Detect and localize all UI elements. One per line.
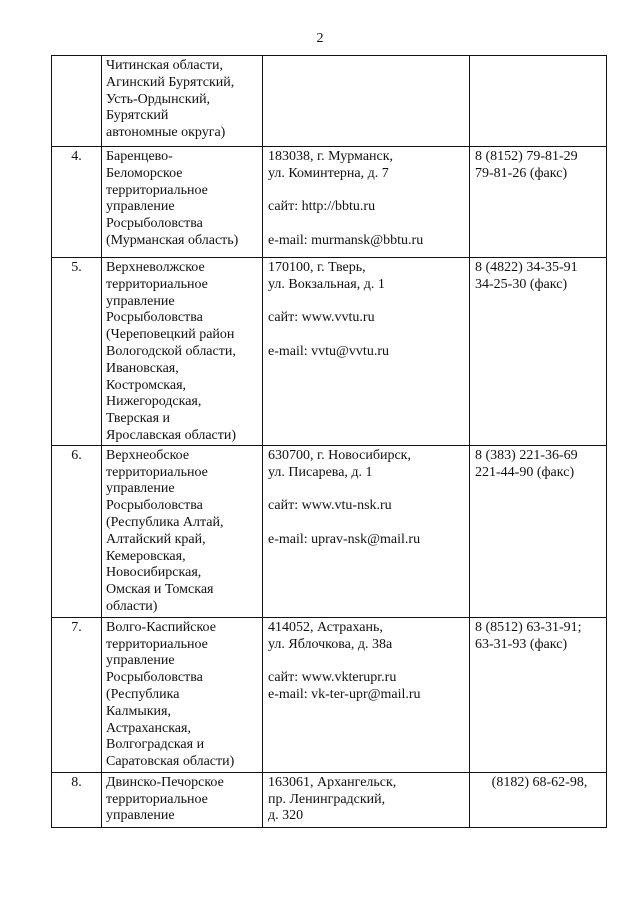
website-link[interactable]: сайт: www.vkterupr.ru <box>268 670 397 686</box>
address-cell <box>263 258 470 446</box>
name-line: Баренцево- <box>106 149 173 164</box>
website-link[interactable]: сайт: www.vtu-nsk.ru <box>268 498 392 514</box>
name-line: территориальное <box>106 182 208 198</box>
name-line: Ярославская области) <box>106 427 237 443</box>
phone-line: 8 (8512) 63-31-91; <box>475 619 582 635</box>
name-line: Ивановская, <box>106 360 179 376</box>
phone-cell <box>470 445 607 617</box>
name-line: Усть-Ордынский, <box>106 91 211 107</box>
address-line: пр. Ленинградский, <box>268 791 386 807</box>
organization-name <box>102 147 263 258</box>
name-line: территориальное <box>106 464 208 480</box>
name-line: (Мурманская область) <box>106 232 239 248</box>
name-line: Агинский Бурятский, <box>106 74 235 90</box>
name-line: территориальное <box>106 636 208 652</box>
phone-line: (8182) 68-62-98, <box>491 774 588 790</box>
address-line: 414052, Астрахань, <box>268 619 383 635</box>
name-line: Костромская, <box>106 377 187 393</box>
name-line: (Республика <box>106 686 180 702</box>
row-number: 4. <box>52 147 102 258</box>
name-line: Новосибирская, <box>106 565 202 581</box>
table-row <box>52 258 607 446</box>
address-line: 170100, г. Тверь, <box>268 260 366 275</box>
address-line: ул. Яблочкова, д. 38а <box>268 636 393 652</box>
address-line: 183038, г. Мурманск, <box>268 149 394 164</box>
organization-name <box>102 56 263 147</box>
organization-name <box>102 772 263 827</box>
fax-line: 79-81-26 (факс) <box>475 165 568 181</box>
name-line: Калмыкия, <box>106 703 171 719</box>
fax-line: 34-25-30 (факс) <box>475 276 568 292</box>
email-link[interactable]: e-mail: uprav-nsk@mail.ru <box>268 531 421 547</box>
name-line: Росрыболовства <box>106 498 203 514</box>
website-link[interactable]: сайт: http://bbtu.ru <box>268 199 376 215</box>
email-link[interactable]: e-mail: vk-ter-upr@mail.ru <box>268 686 421 702</box>
address-line: д. 320 <box>268 808 304 824</box>
phone-cell <box>470 617 607 772</box>
table-row <box>52 56 607 147</box>
address-line: ул. Вокзальная, д. 1 <box>268 276 385 292</box>
address-cell <box>263 617 470 772</box>
name-line: Астраханская, <box>106 720 191 736</box>
address-line: ул. Писарева, д. 1 <box>268 464 373 480</box>
name-line: области) <box>106 598 158 614</box>
phone-cell <box>470 772 607 827</box>
organization-name <box>102 258 263 446</box>
phone-line: 8 (8152) 79-81-29 <box>475 149 578 164</box>
address-cell <box>263 772 470 827</box>
row-number: 5. <box>52 258 102 446</box>
name-line: Тверская и <box>106 411 171 427</box>
name-line: территориальное <box>106 791 208 807</box>
name-line: управление <box>106 481 175 497</box>
page-number: 2 <box>316 31 324 46</box>
name-line: Росрыболовства <box>106 216 203 232</box>
address-line: 630700, г. Новосибирск, <box>268 447 411 463</box>
email-link[interactable]: e-mail: vvtu@vvtu.ru <box>268 343 389 359</box>
organization-name <box>102 445 263 617</box>
name-line: (Республика Алтай, <box>106 514 224 530</box>
name-line: Омская и Томская <box>106 582 214 598</box>
table-row <box>52 445 607 617</box>
address-cell <box>263 445 470 617</box>
name-line: управление <box>106 653 175 669</box>
name-line: Волго-Каспийское <box>106 619 216 635</box>
address-line: ул. Коминтерна, д. 7 <box>268 165 389 181</box>
phone-cell <box>470 56 607 147</box>
name-line: Верхнеобское <box>106 447 190 463</box>
row-number: 7. <box>52 617 102 772</box>
address-line: 163061, Архангельск, <box>268 774 397 790</box>
phone-line: 8 (4822) 34-35-91 <box>475 260 578 275</box>
name-line: Росрыболовства <box>106 670 203 686</box>
organization-name <box>102 617 263 772</box>
phone-cell <box>470 258 607 446</box>
table-row <box>52 772 607 827</box>
name-line: Волгоградская и <box>106 737 205 753</box>
phone-line: 8 (383) 221-36-69 <box>475 447 578 463</box>
name-line: Росрыболовства <box>106 310 203 326</box>
row-number: 8. <box>52 772 102 827</box>
name-line: Кемеровская, <box>106 548 186 564</box>
name-line: Двинско-Печорское <box>106 774 224 790</box>
contacts-table <box>51 55 607 828</box>
address-cell <box>263 56 470 147</box>
email-link[interactable]: e-mail: murmansk@bbtu.ru <box>268 232 424 248</box>
row-number <box>52 56 102 147</box>
name-line: Верхневолжское <box>106 260 205 275</box>
website-link[interactable]: сайт: www.vvtu.ru <box>268 310 375 326</box>
name-line: Вологодской области, <box>106 343 236 359</box>
name-line: управление <box>106 199 175 215</box>
row-number: 6. <box>52 445 102 617</box>
name-line: управление <box>106 808 175 824</box>
name-line: управление <box>106 293 175 309</box>
name-line: Читинская области, <box>106 58 223 73</box>
phone-cell <box>470 147 607 258</box>
table-row <box>52 617 607 772</box>
name-line: Нижегородская, <box>106 394 202 410</box>
name-line: Саратовская области) <box>106 754 235 770</box>
name-line: Беломорское <box>106 165 183 181</box>
fax-line: 63-31-93 (факс) <box>475 636 568 652</box>
name-line: (Череповецкий район <box>106 327 235 343</box>
table-row <box>52 147 607 258</box>
name-line: автономные округа) <box>106 125 226 141</box>
address-cell <box>263 147 470 258</box>
fax-line: 221-44-90 (факс) <box>475 464 575 480</box>
name-line: Алтайский край, <box>106 531 206 547</box>
name-line: Бурятский <box>106 108 169 124</box>
name-line: территориальное <box>106 276 208 292</box>
